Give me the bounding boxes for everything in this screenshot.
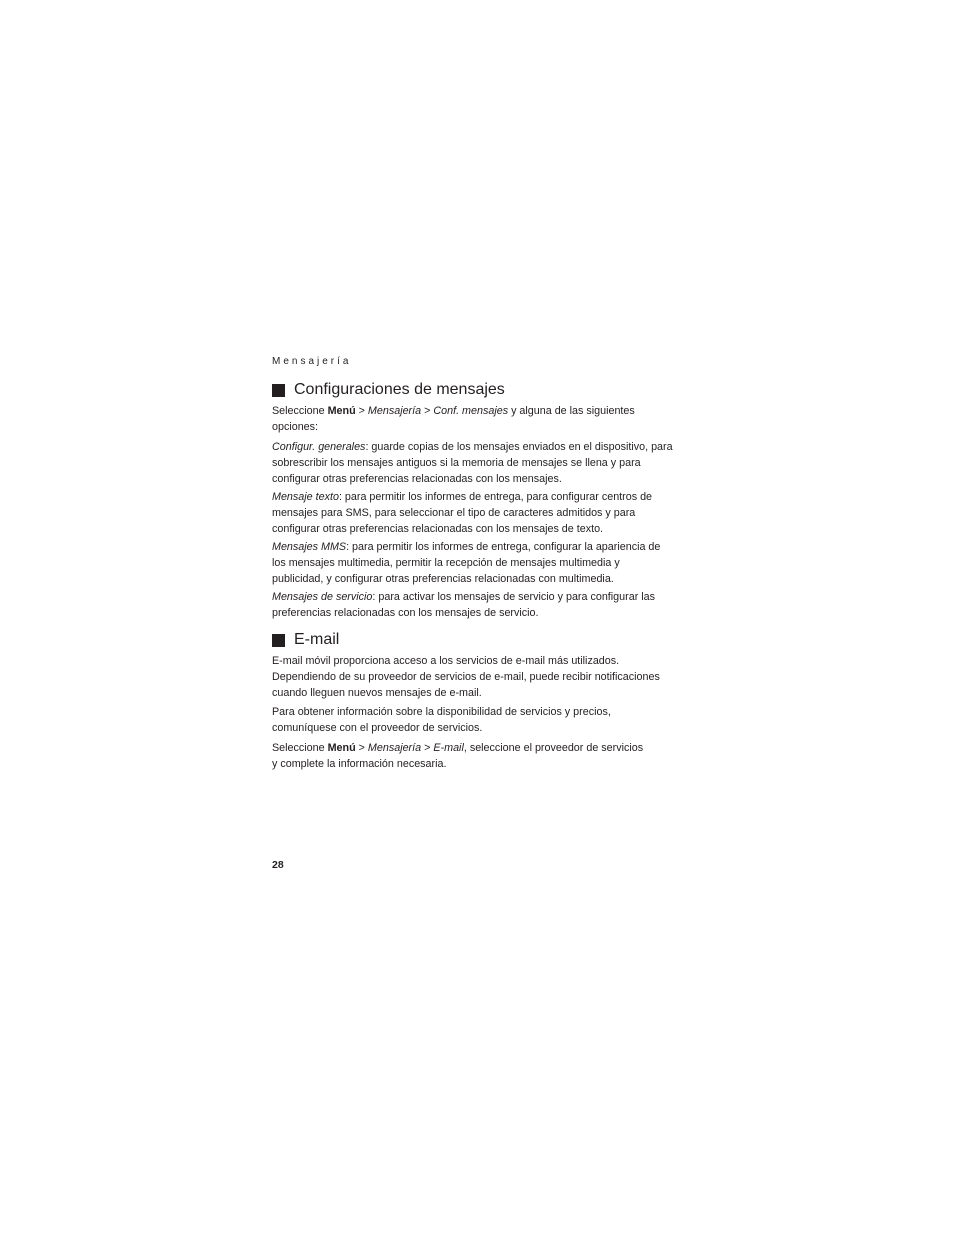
text-line — [272, 439, 702, 455]
text-line: E-mail móvil proporciona acceso a los servicios de e-mail más utilizados. — [272, 655, 620, 667]
path-separator: > — [421, 405, 434, 417]
section-title: Configuraciones de mensajes — [294, 381, 505, 398]
section-heading-email — [272, 630, 702, 650]
intro-paragraph — [272, 403, 702, 435]
text-line — [272, 740, 702, 756]
option-name: Mensajes de servicio — [272, 591, 373, 603]
text-line — [272, 589, 702, 605]
section-title: E-mail — [294, 631, 340, 648]
square-bullet-icon — [272, 634, 285, 647]
text-line: comuníquese con el proveedor de servicios. — [272, 722, 483, 734]
path-separator: > — [355, 742, 368, 754]
text-line: opciones: — [272, 421, 319, 433]
option-mensaje-texto — [272, 489, 702, 537]
option-mensajes-mms — [272, 539, 702, 587]
option-name: Configur. generales — [272, 441, 366, 453]
text-line: cuando lleguen nuevos mensajes de e-mail. — [272, 687, 482, 699]
option-description: publicidad, y configurar otras preferencias relacionadas con multimedia. — [272, 573, 614, 585]
instruction-text: Seleccione — [272, 405, 328, 417]
option-description: : para permitir los informes de entrega, configurar la apariencia de — [346, 541, 661, 553]
instruction-text: , seleccione el proveedor de servicios — [463, 742, 644, 754]
option-description: configurar otras preferencias relacionadas con los mensajes de texto. — [272, 523, 604, 535]
option-description: mensajes para SMS, para seleccionar el tipo de caracteres admitidos y para — [272, 507, 636, 519]
option-description: preferencias relacionadas con los mensajes de servicio. — [272, 607, 539, 619]
text-line — [272, 539, 702, 555]
text-line — [272, 403, 702, 419]
email-availability-paragraph — [272, 704, 702, 736]
running-header: Mensajería — [272, 356, 352, 367]
menu-keyword: Menú — [327, 405, 356, 417]
option-name: Mensaje texto — [272, 491, 339, 503]
page-content — [272, 354, 702, 772]
option-description: : guarde copias de los mensajes enviados en el dispositivo, para — [365, 441, 673, 453]
text-line: y complete la información necesaria. — [272, 758, 447, 770]
email-intro-paragraph — [272, 653, 702, 701]
section-heading-configuraciones — [272, 380, 702, 400]
menu-path-item: Mensajería — [367, 405, 422, 417]
option-name: Mensajes MMS — [272, 541, 347, 553]
menu-path-item: E-mail — [433, 742, 464, 754]
page-number: 28 — [272, 859, 284, 871]
option-description: sobrescribir los mensajes antiguos si la memoria de mensajes se llena y para — [272, 457, 641, 469]
option-description: configurar otras preferencias relacionadas con los mensajes. — [272, 473, 562, 485]
option-description: los mensajes multimedia, permitir la recepción de mensajes multimedia y — [272, 557, 620, 569]
instruction-text: Seleccione — [272, 742, 328, 754]
menu-path-item: Conf. mensajes — [433, 405, 509, 417]
square-bullet-icon — [272, 384, 285, 397]
path-separator: > — [355, 405, 368, 417]
menu-path-item: Mensajería — [367, 742, 422, 754]
path-separator: > — [421, 742, 434, 754]
option-description: : para activar los mensajes de servicio y para configurar las — [372, 591, 656, 603]
text-line: Para obtener información sobre la disponibilidad de servicios y precios, — [272, 706, 611, 718]
option-mensajes-de-servicio — [272, 589, 702, 621]
option-description: : para permitir los informes de entrega, para configurar centros de — [338, 491, 653, 503]
email-instruction-paragraph — [272, 740, 702, 772]
text-line: Dependiendo de su proveedor de servicios de e-mail, puede recibir notificaciones — [272, 671, 660, 683]
menu-keyword: Menú — [327, 742, 356, 754]
instruction-text: y alguna de las siguientes — [508, 405, 635, 417]
option-configur-generales — [272, 439, 702, 487]
text-line — [272, 489, 702, 505]
